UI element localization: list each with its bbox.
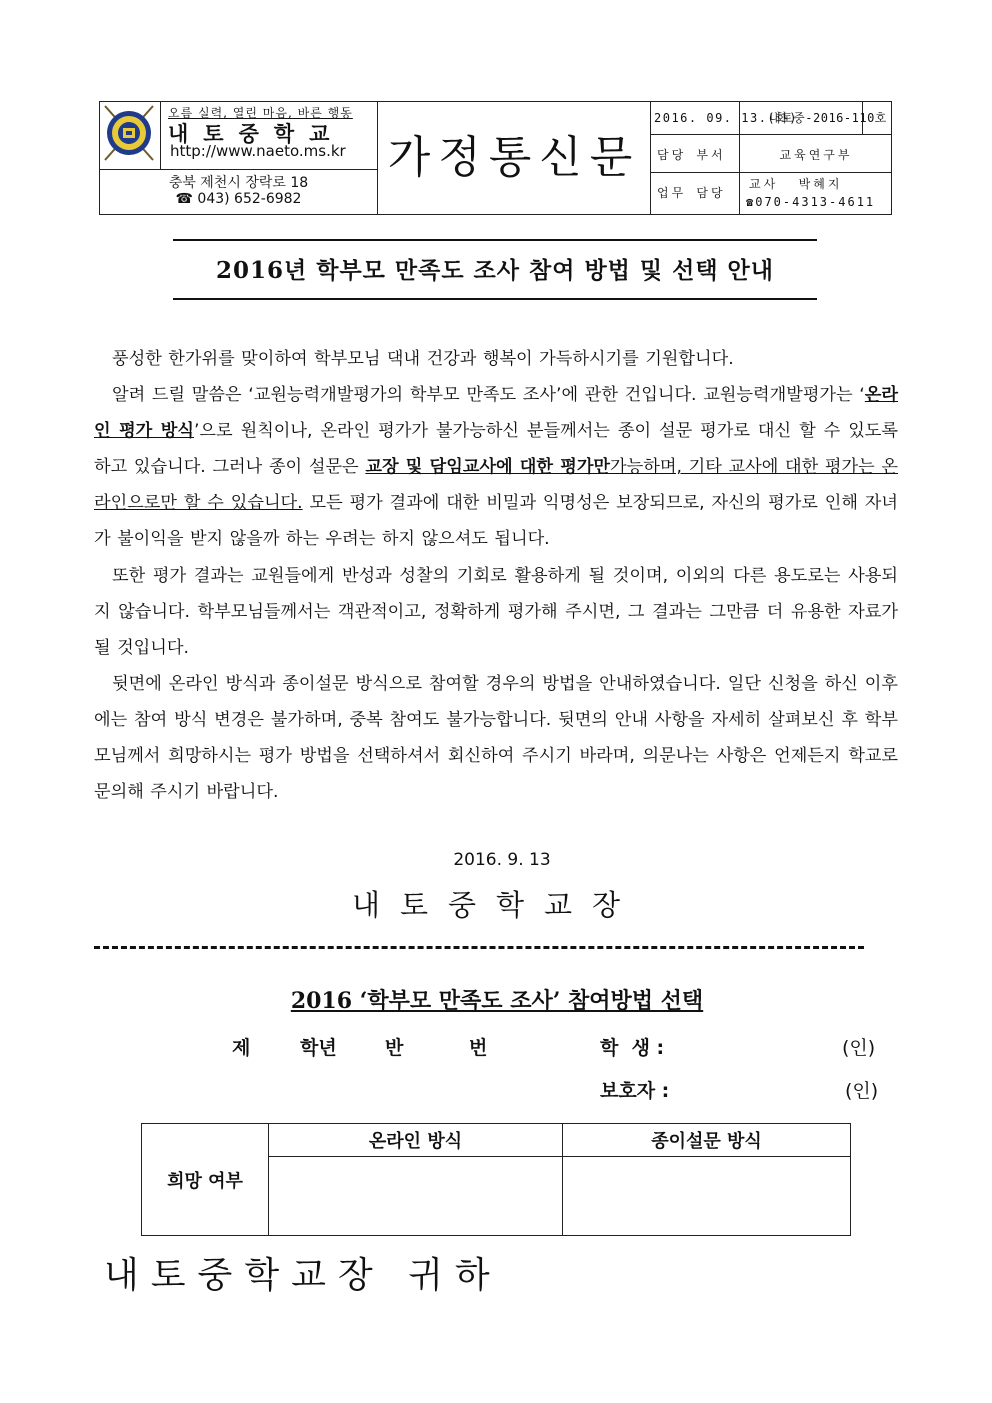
notice-text-c: 모든 평가 결과에 대한 비밀과 익명성은 보장되므로, 자신의 평가로 인해 자녀가 불이익을 받지 않을까 하는 우려는 하지 않으셔도 됩니다. [94, 493, 898, 550]
student-seal: (인) [842, 1037, 876, 1059]
row-label: 희망 여부 [142, 1124, 269, 1236]
divider [650, 102, 651, 214]
paragraph-instructions: 뒷면에 온라인 방식과 종이설문 방식으로 참여할 경우의 방법을 안내하였습니다. 일단 신청을 하신 이후에는 참여 방식 변경은 불가하며, 중복 참여도 불가능합니다. 뒷면의 안내 사항을 자세히 살펴보신 후 학부모님께서 희망하시는 평가 방법을 선택하셔서 회신하여 주시기 바라며, 의문나는 사항은 언제든지 학교로 문의해 주시기 바랍니다. [94, 673, 898, 803]
guardian-seal: (인) [845, 1080, 879, 1102]
school-emblem-icon [103, 104, 155, 162]
grade-prefix: 제 [232, 1037, 251, 1059]
student-field[interactable]: 학 생 : [600, 1037, 665, 1059]
column-paper: 종이설문 방식 [563, 1124, 851, 1157]
notice-paper-scope: 교장 및 담임교사에 대한 평가만 [365, 457, 611, 478]
staff-name: 교사 박혜지 [749, 177, 843, 191]
dept-label: 담당 부서 [657, 148, 726, 162]
class-field[interactable]: 반 [385, 1037, 404, 1059]
school-address: 충북 제천시 장락로 18 [168, 175, 309, 191]
method-selection-table [141, 1123, 851, 1236]
online-choice-cell[interactable] [269, 1157, 563, 1236]
document-number: 내토중-2016-110호 [769, 111, 887, 125]
document-type: 가정통신문 [387, 132, 641, 183]
guardian-field[interactable]: 보호자 : [600, 1080, 670, 1102]
principal-signature: 내토중학교장 [351, 888, 641, 922]
form-title: 2016 ‘학부모 만족도 조사’ 참여방법 선택 [290, 988, 704, 1014]
paragraph-usage: 또한 평가 결과는 교원들에게 반성과 성찰의 기회로 활용하게 될 것이며, 이외의 다른 용도로는 사용되지 않습니다. 학부모님들께서는 객관적이고, 정확하게 평가해 주시면, 그 결과는 그만큼 더 유용한 자료가 될 것입니다. [94, 565, 898, 658]
column-online: 온라인 방식 [269, 1124, 563, 1157]
number-field[interactable]: 번 [469, 1037, 488, 1059]
staff-label: 업무 담당 [657, 186, 726, 200]
issue-date: 2016. 09. 13.(화) [654, 111, 798, 125]
notice-text-a: 알려 드릴 말씀은 ‘교원능력개발평가의 학부모 만족도 조사’에 관한 건입니다. 교원능력개발평가는 ‘ [112, 385, 865, 406]
school-phone: ☎ 043) 652-6982 [175, 191, 302, 207]
title-rule-top [173, 239, 817, 241]
divider [650, 134, 891, 135]
addressee: 내토중학교장 귀하 [104, 1255, 502, 1296]
divider [160, 102, 161, 169]
cut-line [94, 946, 864, 951]
grade-field[interactable]: 학년 [300, 1037, 337, 1059]
paper-choice-cell[interactable] [563, 1157, 851, 1236]
school-name: 내토중학교 [168, 122, 345, 146]
letter-date: 2016. 9. 13 [453, 850, 551, 870]
notice-text-b: ’으로 원칙이나, 온라인 평가가 불가능하신 분들께서는 종이 설문 평가로 대신 할 수 있도록 하고 있습니다. 그러나 종이 설문은 [94, 421, 898, 478]
paragraph-greeting: 풍성한 한가위를 맞이하여 학부모님 댁내 건강과 행복이 가득하시기를 기원합니다. [112, 349, 734, 369]
school-url[interactable]: http://www.naeto.ms.kr [170, 142, 346, 160]
page-title: 2016년 학부모 만족도 조사 참여 방법 및 선택 안내 [216, 257, 774, 284]
letter-body [94, 341, 898, 810]
staff-phone: ☎070-4313-4611 [746, 195, 876, 209]
paragraph-notice [94, 377, 898, 557]
school-motto: 오름 실력, 열린 마음, 바른 행동 [168, 106, 353, 120]
divider [100, 169, 377, 170]
notice-online-only: 가능하며, 기타 교사에 대한 평가는 온라인으로만 할 수 있습니다. [94, 457, 898, 514]
title-rule-bottom [173, 298, 817, 300]
notice-online-method: 온라인 평가 방식 [94, 385, 898, 442]
divider [650, 172, 891, 173]
dept-value: 교육연구부 [779, 148, 853, 162]
